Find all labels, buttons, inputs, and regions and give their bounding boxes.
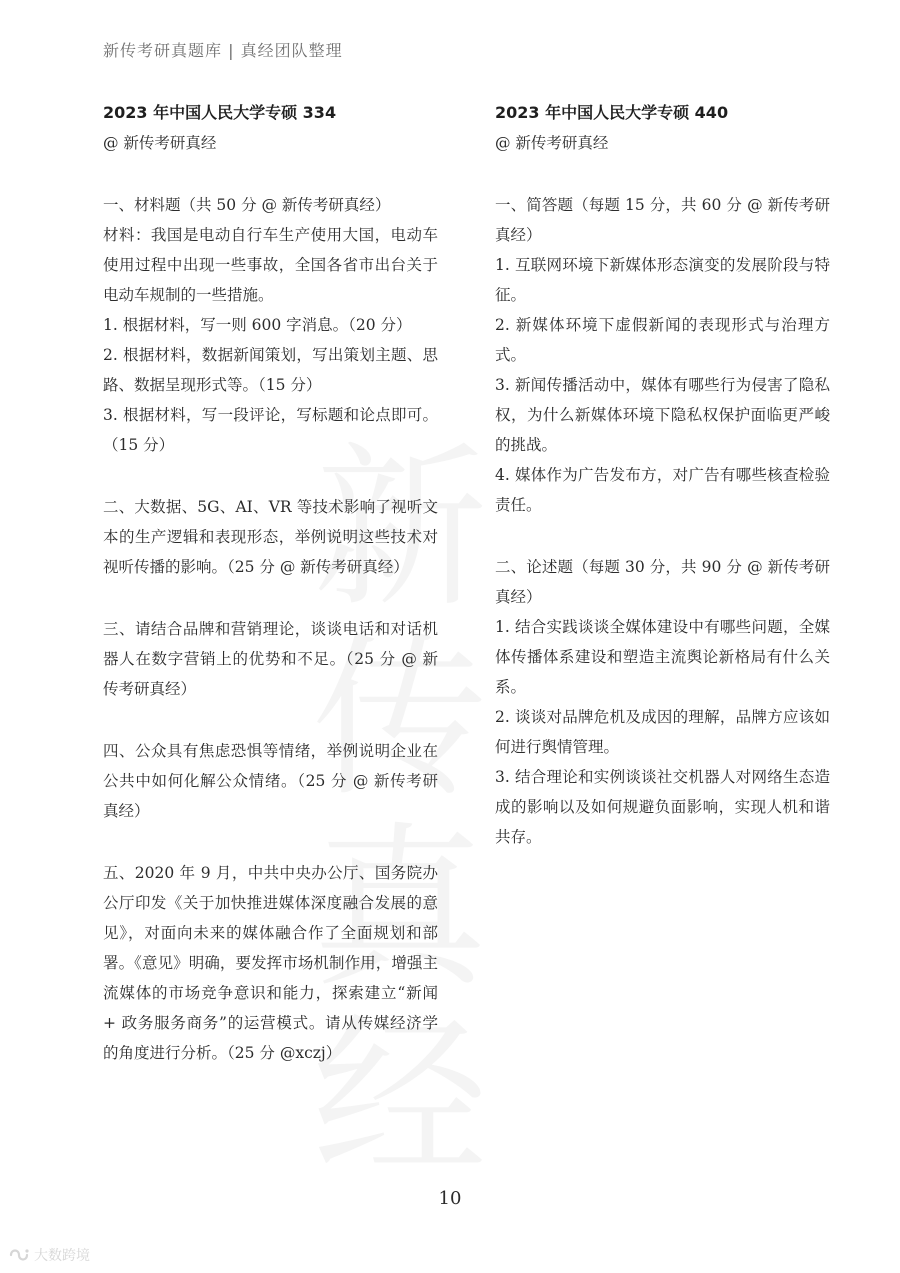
exam-author: @ 新传考研真经	[103, 134, 217, 152]
sub-question: 3. 结合理论和实例谈谈社交机器人对网络生态造成的影响以及如何规避负面影响，实现人机和谐共存。	[495, 768, 830, 846]
brand-watermark	[8, 1245, 90, 1265]
sub-question: 3. 根据材料，写一段评论，写标题和论点即可。（15 分）	[103, 406, 438, 454]
sub-question: 4. 媒体作为广告发布方，对广告有哪些核查检验责任。	[495, 466, 830, 514]
exam-title-334: 2023 年中国人民大学专硕 334	[103, 103, 337, 122]
sub-question: 1. 结合实践谈谈全媒体建设中有哪些问题，全媒体传播体系建设和塑造主流舆论新格局有什么关系。	[495, 618, 830, 696]
page-number: 10	[438, 1188, 462, 1209]
question-block-1	[103, 190, 438, 460]
question-heading: 二、论述题（每题 30 分，共 90 分 @ 新传考研真经）	[495, 558, 830, 606]
sub-question: 2. 新媒体环境下虚假新闻的表现形式与治理方式。	[495, 316, 830, 364]
material-text: 材料：我国是电动自行车生产使用大国，电动车使用过程中出现一些事故，全国各省市出台关于电动车规制的一些措施。	[103, 226, 438, 304]
question-block-5	[103, 858, 438, 1068]
sub-question: 2. 根据材料，数据新闻策划，写出策划主题、思路、数据呈现形式等。（15 分）	[103, 346, 438, 394]
exam-author: @ 新传考研真经	[495, 134, 609, 152]
sub-question: 2. 谈谈对品牌危机及成因的理解，品牌方应该如何进行舆情管理。	[495, 708, 830, 756]
page-header: 新传考研真题库 | 真经团队整理	[103, 41, 343, 60]
question-text: 四、公众具有焦虑恐惧等情绪，举例说明企业在公共中如何化解公众情绪。（25 分 @ 新传考研真经）	[103, 742, 438, 820]
sub-question: 1. 根据材料，写一则 600 字消息。（20 分）	[103, 316, 412, 334]
sub-question: 3. 新闻传播活动中，媒体有哪些行为侵害了隐私权，为什么新媒体环境下隐私权保护面临更严峻的挑战。	[495, 376, 830, 454]
left-column	[103, 98, 438, 1100]
right-column	[495, 98, 830, 884]
question-block-2	[103, 492, 438, 582]
question-block-essay	[495, 552, 830, 852]
question-text: 五、2020 年 9 月，中共中央办公厅、国务院办公厅印发《关于加快推进媒体深度融合发展的意见》，对面向未来的媒体融合作了全面规划和部署。《意见》明确，要发挥市场机制作用，增强主流媒体的市场竞争意识和能力，探索建立“新闻 + 政务服务商务”的运营模式。请从传媒经济学的角度进行分析。（25 分 @xczj）	[103, 864, 438, 1062]
question-block-short-answer	[495, 190, 830, 520]
question-heading: 一、简答题（每题 15 分，共 60 分 @ 新传考研真经）	[495, 196, 830, 244]
question-text: 二、大数据、5G、AI、VR 等技术影响了视听文本的生产逻辑和表现形态，举例说明这些技术对视听传播的影响。（25 分 @ 新传考研真经）	[103, 498, 438, 576]
sub-question: 1. 互联网环境下新媒体形态演变的发展阶段与特征。	[495, 256, 830, 304]
question-heading: 一、材料题（共 50 分 @ 新传考研真经）	[103, 196, 391, 214]
question-block-4	[103, 736, 438, 826]
question-block-3	[103, 614, 438, 704]
exam-title-440: 2023 年中国人民大学专硕 440	[495, 103, 729, 122]
brand-text: 大数跨境	[34, 1248, 90, 1264]
question-text: 三、请结合品牌和营销理论，谈谈电话和对话机器人在数字营销上的优势和不足。（25 分 @ 新传考研真经）	[103, 620, 438, 698]
brand-logo-icon	[8, 1246, 30, 1264]
